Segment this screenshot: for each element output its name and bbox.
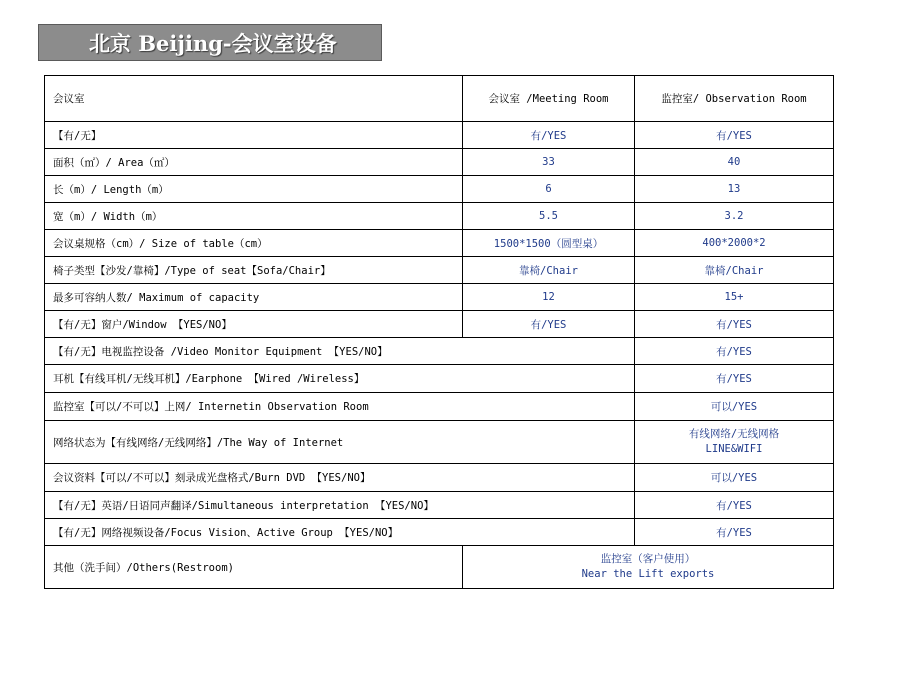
- row-label: 其他（洗手间）/Others(Restroom): [45, 546, 463, 589]
- observation-room-value: 13: [635, 176, 834, 203]
- equipment-table: [44, 75, 834, 589]
- table-row: [45, 464, 834, 492]
- row-label: 面积（㎡）/ Area（㎡）: [45, 149, 463, 176]
- table-row: [45, 338, 834, 365]
- meeting-room-value: 6: [463, 176, 635, 203]
- table-row-others: [45, 546, 834, 589]
- table-header-row: [45, 76, 834, 122]
- row-label: 【有/无】窗户/Window 【YES/NO】: [45, 311, 463, 338]
- meeting-room-value: 有/YES: [463, 122, 635, 149]
- meeting-room-value: 5.5: [463, 203, 635, 230]
- row-label: 【有/无】英语/日语同声翻译/Simultaneous interpretation 【YES/NO】: [45, 492, 635, 519]
- table-row: [45, 230, 834, 257]
- observation-room-value: 可以/YES: [635, 393, 834, 421]
- table-row: [45, 176, 834, 203]
- row-label: 椅子类型【沙发/靠椅】/Type of seat【Sofa/Chair】: [45, 257, 463, 284]
- meeting-room-value: 1500*1500（圆型桌）: [463, 230, 635, 257]
- row-label: 耳机【有线耳机/无线耳机】/Earphone 【Wired /Wireless】: [45, 365, 635, 393]
- meeting-room-value: 靠椅/Chair: [463, 257, 635, 284]
- value-line-1: 监控室（客户使用）: [600, 553, 696, 565]
- observation-room-value: 有/YES: [635, 122, 834, 149]
- row-label: 会议资料【可以/不可以】刻录成光盘格式/Burn DVD 【YES/NO】: [45, 464, 635, 492]
- value-line-2: LINE&WIFI: [705, 443, 763, 455]
- row-label: 网络状态为【有线网络/无线网络】/The Way of Internet: [45, 421, 635, 464]
- observation-room-value: 有/YES: [635, 338, 834, 365]
- observation-room-value: 3.2: [635, 203, 834, 230]
- row-label: 会议桌规格（cm）/ Size of table（cm）: [45, 230, 463, 257]
- header-observation-room: 监控室/ Observation Room: [635, 76, 834, 122]
- table-row: [45, 284, 834, 311]
- observation-room-value: 有/YES: [635, 365, 834, 393]
- table-row: [45, 122, 834, 149]
- meeting-room-value: 有/YES: [463, 311, 635, 338]
- table-row: [45, 492, 834, 519]
- table-row: [45, 311, 834, 338]
- table-row: [45, 365, 834, 393]
- meeting-room-value: 12: [463, 284, 635, 311]
- row-label: 【有/无】电视监控设备 /Video Monitor Equipment 【YES/NO】: [45, 338, 635, 365]
- observation-room-value: 400*2000*2: [635, 230, 834, 257]
- row-label: 长（m）/ Length（m）: [45, 176, 463, 203]
- header-meeting-room: 会议室 /Meeting Room: [463, 76, 635, 122]
- row-label: 宽（m）/ Width（m）: [45, 203, 463, 230]
- value-line-1: 有线网络/无线网格: [688, 428, 780, 440]
- observation-room-value: 40: [635, 149, 834, 176]
- observation-room-value: 有/YES: [635, 492, 834, 519]
- row-label: 【有/无】: [45, 122, 463, 149]
- observation-room-value: 可以/YES: [635, 464, 834, 492]
- observation-room-value: 有/YES: [635, 519, 834, 546]
- row-label: 监控室【可以/不可以】上网/ Internetin Observation Room: [45, 393, 635, 421]
- meeting-room-value: 33: [463, 149, 635, 176]
- row-label: 【有/无】网络视频设备/Focus Vision、Active Group 【YES/NO】: [45, 519, 635, 546]
- table-row: [45, 393, 834, 421]
- observation-room-value: 靠椅/Chair: [635, 257, 834, 284]
- table-row: [45, 519, 834, 546]
- page-title: 北京 Beijing-会议室设备: [89, 30, 337, 56]
- table-row: [45, 149, 834, 176]
- row-label: 最多可容纳人数/ Maximum of capacity: [45, 284, 463, 311]
- table-row: [45, 421, 834, 464]
- observation-room-value: 15+: [635, 284, 834, 311]
- others-value: [463, 546, 834, 589]
- title-banner: [38, 24, 382, 61]
- header-label: 会议室: [45, 76, 463, 122]
- observation-room-value: 有/YES: [635, 311, 834, 338]
- table-row: [45, 257, 834, 284]
- table-row: [45, 203, 834, 230]
- observation-room-value: [635, 421, 834, 464]
- value-line-2: Near the Lift exports: [581, 568, 715, 580]
